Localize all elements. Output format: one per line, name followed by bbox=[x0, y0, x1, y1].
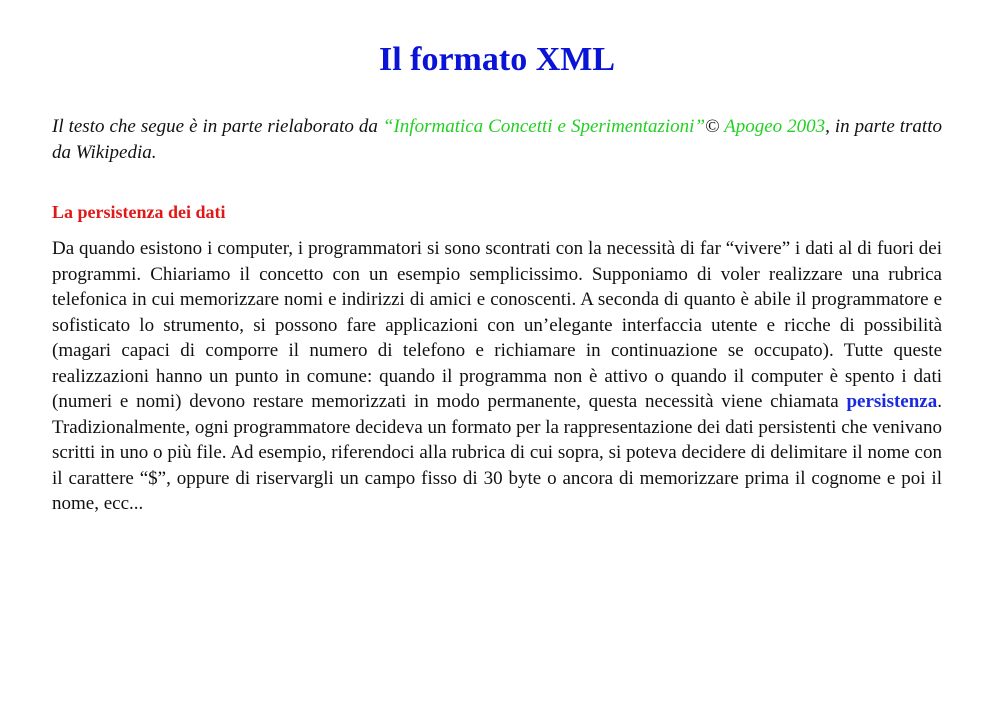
section-heading: La persistenza dei dati bbox=[52, 202, 226, 222]
page-title: Il formato XML bbox=[378, 41, 616, 78]
intro-text-before: Il testo che segue è in parte rielaborato da bbox=[52, 116, 383, 137]
publisher-link[interactable]: Apogeo 2003 bbox=[719, 116, 826, 137]
intro-paragraph bbox=[52, 114, 942, 166]
source-title-link[interactable]: “Informatica Concetti e Sperimentazioni” bbox=[382, 116, 706, 137]
highlighted-term: persistenza bbox=[846, 391, 938, 412]
paragraph-text-before: Da quando esistono i computer, i programmatori si sono scontrati con la necessità di far “vivere” i dati al di fuori dei programmi. Chiariamo il concetto con un esempio semplicissimo. Supponiamo di voler realizzare una rubrica telefonica in cui memorizzare nomi e indirizzi di amici e conoscenti. A seconda di quanto è abile il programmatore e sofisticato lo strumento, si possono fare applicazioni con un’elegante interfaccia utente e ricche di possibilità (magari capaci di comporre il numero di telefono e richiamare in continuazione se occupato). Tutte queste realizzazioni hanno un punto in comune: quando il programma non è attivo o quando il computer è spento i dati (numeri e nomi) devono restare memorizzati in modo permanente, questa necessità viene chiamata bbox=[52, 238, 942, 412]
copyright-symbol: © bbox=[705, 116, 720, 137]
paragraph-text-after: . Tradizionalmente, ogni programmatore decideva un formato per la rappresentazione dei dati persistenti che venivano scritti in uno o più file. Ad esempio, riferendoci alla rubrica di cui sopra, si poteva decidere di delimitare il nome con il carattere “$”, oppure di riservargli un campo fisso di 30 byte o ancora di memorizzare prima il cognome e poi il nome, ecc... bbox=[52, 391, 942, 514]
body-paragraph bbox=[52, 236, 942, 517]
document-page bbox=[52, 40, 942, 517]
intro-text-after: , in parte tratto da Wikipedia. bbox=[52, 116, 942, 163]
